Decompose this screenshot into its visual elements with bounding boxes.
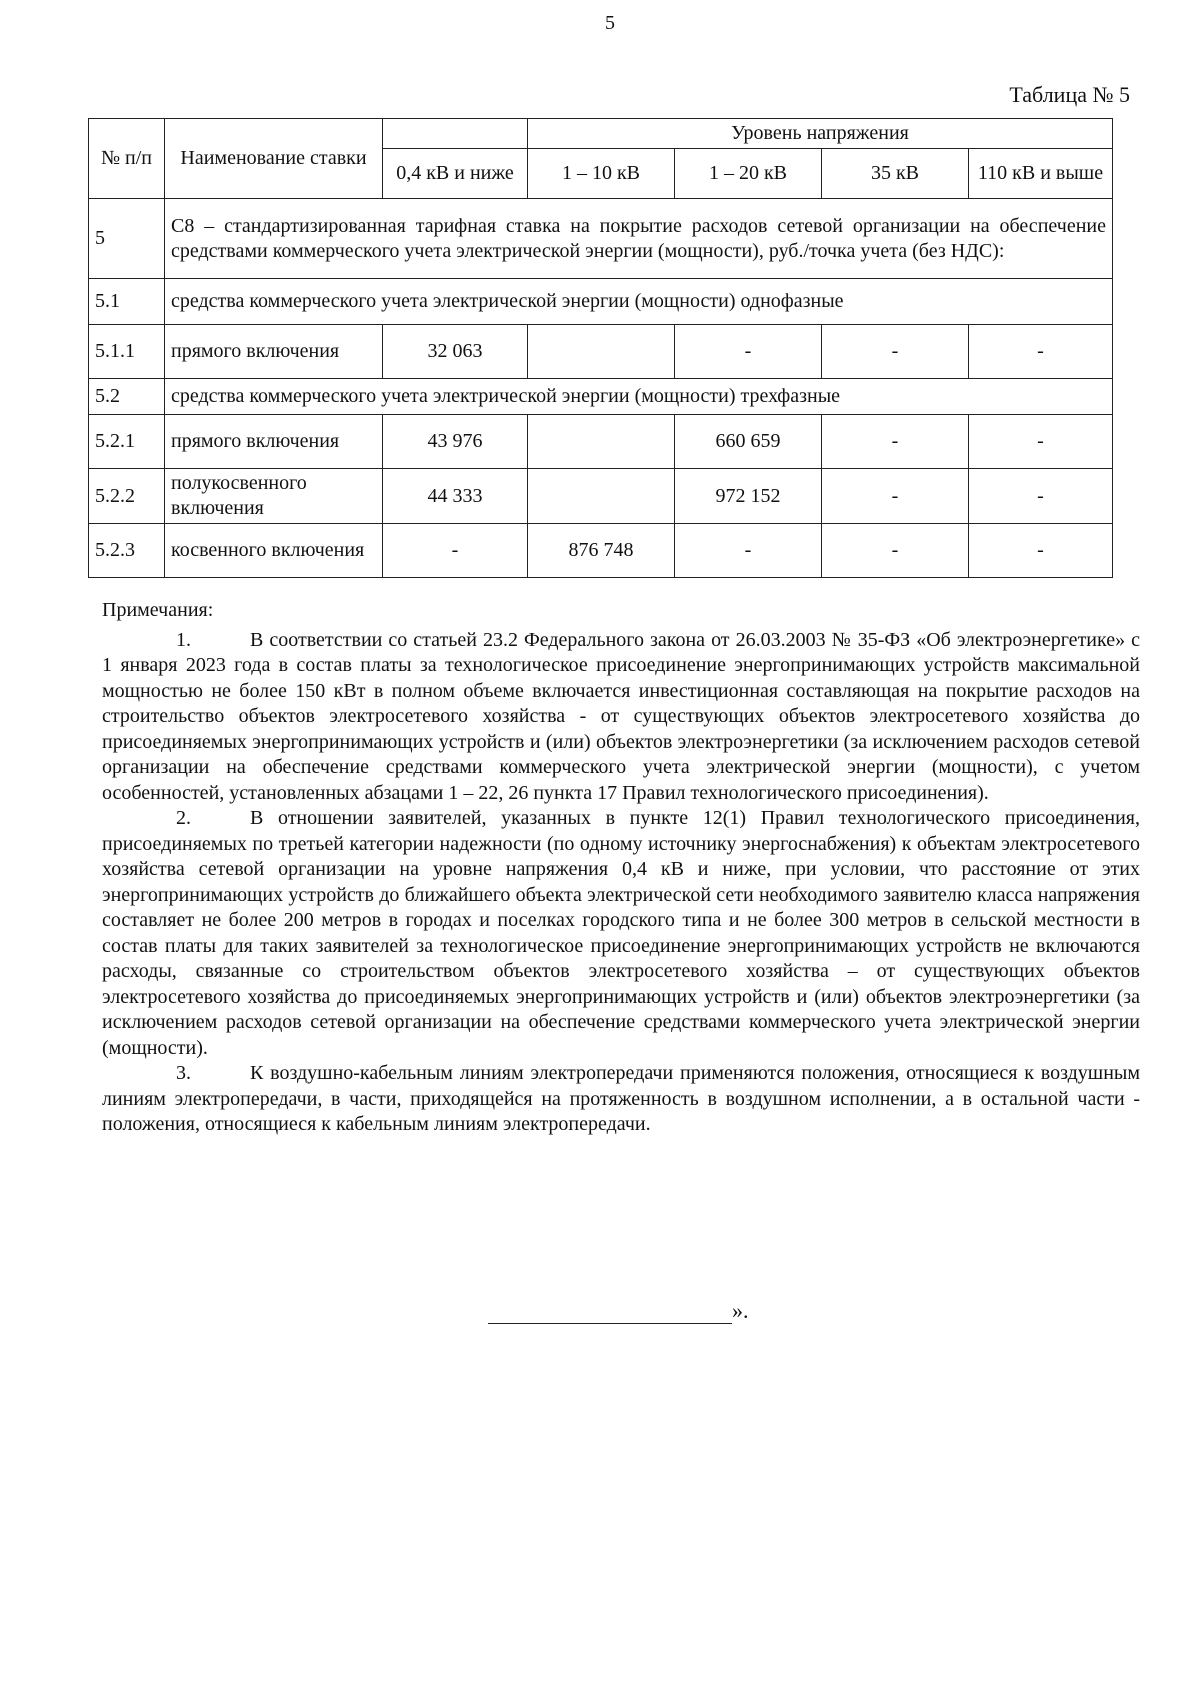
row-num: 5.2.2: [89, 469, 165, 524]
row-num: 5.2.3: [89, 524, 165, 578]
value-cell: -: [969, 524, 1113, 578]
value-cell: -: [383, 524, 528, 578]
value-cell: -: [822, 524, 969, 578]
table-row: [89, 199, 1113, 279]
value-cell: 876 748: [528, 524, 675, 578]
value-cell: 43 976: [383, 415, 528, 469]
closing-quote: ».: [732, 1298, 749, 1323]
header-blank: [383, 119, 528, 149]
note-item: [102, 806, 1140, 1061]
tariff-table: [88, 118, 1113, 578]
note-item: [102, 628, 1140, 807]
row-num: 5: [89, 199, 165, 279]
notes-heading: Примечания:: [102, 599, 214, 621]
group-title: средства коммерческого учета электрической энергии (мощности) однофазные: [165, 279, 1113, 325]
closing-underline: [488, 1301, 732, 1324]
table-row: [89, 415, 1113, 469]
note-number: 3.: [176, 1062, 191, 1084]
table-row: [89, 325, 1113, 379]
page-number: 5: [605, 12, 615, 34]
header-name: Наименование ставки: [165, 119, 383, 199]
value-cell: -: [822, 469, 969, 524]
section-title: С8 – стандартизированная тарифная ставка на покрытие расходов сетевой организации на обеспечение средствами коммерческого учета электрической энергии (мощности), руб./точка учета (без НДС):: [165, 199, 1113, 279]
value-cell: -: [969, 325, 1113, 379]
header-level-1-20: 1 – 20 кВ: [675, 149, 822, 199]
row-name: прямого включения: [165, 415, 383, 469]
note-number: 2.: [176, 807, 191, 829]
header-row-1: [89, 119, 1113, 149]
row-name: косвенного включения: [165, 524, 383, 578]
closing-mark: [488, 1298, 749, 1324]
header-level-35: 35 кВ: [822, 149, 969, 199]
value-cell: 660 659: [675, 415, 822, 469]
group-title: средства коммерческого учета электрической энергии (мощности) трехфазные: [165, 379, 1113, 415]
row-name: полукосвенного включения: [165, 469, 383, 524]
table-row: [89, 524, 1113, 578]
value-cell: [528, 415, 675, 469]
header-voltage-group: Уровень напряжения: [528, 119, 1113, 149]
note-number: 1.: [176, 628, 191, 651]
header-level-1-10: 1 – 10 кВ: [528, 149, 675, 199]
note-item: [102, 1061, 1140, 1138]
row-name: прямого включения: [165, 325, 383, 379]
table-row: [89, 379, 1113, 415]
value-cell: -: [675, 524, 822, 578]
value-cell: -: [675, 325, 822, 379]
value-cell: -: [969, 469, 1113, 524]
value-cell: 44 333: [383, 469, 528, 524]
row-num: 5.1.1: [89, 325, 165, 379]
value-cell: 32 063: [383, 325, 528, 379]
value-cell: -: [822, 325, 969, 379]
table-row: [89, 279, 1113, 325]
header-num: № п/п: [89, 119, 165, 199]
note-text: К воздушно-кабельным линиям электропередачи применяются положения, относящиеся к воздушным линиям электропередачи, в части, приходящейся на протяженность в воздушном исполнении, а в остальной части - положения, относящиеся к кабельным линиям электропередачи.: [102, 1062, 1140, 1135]
note-text: В отношении заявителей, указанных в пункте 12(1) Правил технологического присоединения, присоединяемых по третьей категории надежности (по одному источнику энергоснабжения) к объектам электросетевого хозяйства сетевой организации на уровне напряжения 0,4 кВ и ниже, при условии, что расстояние от этих энергопринимающих устройств до ближайшего объекта электрической сети необходимого заявителю класса напряжения составляет не более 200 метров в городах и поселках городского типа и не более 300 метров в сельской местности в состав платы для таких заявителей за технологическое присоединение энергопринимающих устройств не включаются расходы, связанные со строительством объектов электросетевого хозяйства – от существующих объектов электросетевого хозяйства до присоединяемых энергопринимающих устройств и (или) объектов электроэнергетики (за исключением расходов сетевой организации на обеспечение средствами коммерческого учета электрической энергии (мощности).: [102, 807, 1140, 1059]
value-cell: [528, 325, 675, 379]
notes-section: [102, 598, 1140, 1138]
table-row: [89, 469, 1113, 524]
value-cell: [528, 469, 675, 524]
value-cell: -: [969, 415, 1113, 469]
note-text: В соответствии со статьей 23.2 Федерального закона от 26.03.2003 № 35-ФЗ «Об электроэнергетике» с 1 января 2023 года в состав платы за технологическое присоединение энергопринимающих устройств максимальной мощностью не более 150 кВт в полном объеме включается инвестиционная составляющая на покрытие расходов на строительство объектов электросетевого хозяйства - от существующих объектов электросетевого хозяйства до присоединяемых энергопринимающих устройств и (или) объектов электроэнергетики (за исключением расходов сетевой организации на обеспечение средствами коммерческого учета электрической энергии (мощности), с учетом особенностей, установленных абзацами 1 – 22, 26 пункта 17 Правил технологического присоединения).: [102, 628, 1140, 804]
row-num: 5.1: [89, 279, 165, 325]
row-num: 5.2.1: [89, 415, 165, 469]
header-level-04: 0,4 кВ и ниже: [383, 149, 528, 199]
header-level-110: 110 кВ и выше: [969, 149, 1113, 199]
value-cell: -: [822, 415, 969, 469]
value-cell: 972 152: [675, 469, 822, 524]
table-caption: Таблица № 5: [1009, 82, 1130, 107]
row-num: 5.2: [89, 379, 165, 415]
